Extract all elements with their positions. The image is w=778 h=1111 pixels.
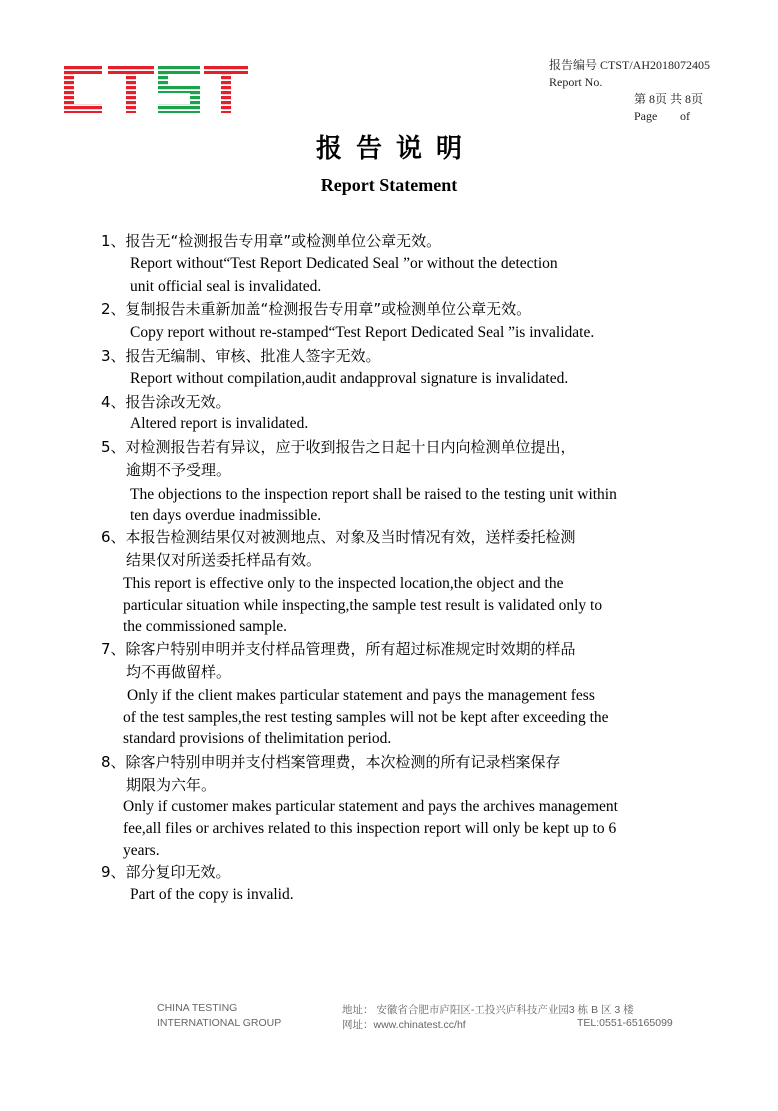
statement-4-en-line-1: Altered report is invalidated. bbox=[130, 415, 309, 432]
footer-org-line-2: INTERNATIONAL GROUP bbox=[157, 1017, 282, 1029]
page-word: Page bbox=[634, 109, 658, 123]
statement-4-zh: 4、报告涂改无效。 bbox=[101, 393, 231, 411]
report-number-label-en: Report No. bbox=[549, 75, 603, 89]
statement-5-en-line-2: ten days overdue inadmissible. bbox=[130, 507, 322, 524]
statement-1-zh: 1、报告无“检测报告专用章”或检测单位公章无效。 bbox=[101, 232, 442, 250]
statement-8-zh-line-1: 8、除客户特别申明并支付档案管理费，本次检测的所有记录档案保存 bbox=[101, 753, 561, 771]
statement-7-en-line-3: standard provisions of thelimitation period. bbox=[123, 730, 392, 747]
statement-6-en-line-3: the commissioned sample. bbox=[123, 618, 288, 635]
statement-5-zh-line-2: 逾期不予受理。 bbox=[126, 461, 232, 479]
statement-8-en-line-2: fee,all files or archives related to this inspection report will only be kept up to 6 bbox=[123, 820, 617, 837]
statement-5-zh-line-1: 5、对检测报告若有异议，应于收到报告之日起十日内向检测单位提出， bbox=[101, 438, 576, 456]
page-title-zh: 报告说明 bbox=[315, 134, 476, 164]
statement-3-zh: 3、报告无编制、审核、批准人签字无效。 bbox=[101, 347, 381, 365]
page-indicator-en bbox=[634, 108, 690, 124]
report-number: 报告编号 CTST/AH2018072405 bbox=[549, 58, 711, 72]
statement-7-en-line-1: Only if the client makes particular statement and pays the management fess bbox=[127, 687, 595, 704]
statement-6-zh-line-2: 结果仅对所送委托样品有效。 bbox=[126, 551, 322, 569]
statement-3-en-line-1: Report without compilation,audit andapproval signature is invalidated. bbox=[130, 370, 569, 387]
of-word: of bbox=[680, 109, 690, 123]
statement-8-zh-line-2: 期限为六年。 bbox=[126, 776, 217, 794]
page-title-en: Report Statement bbox=[320, 175, 458, 195]
footer-org-line-1: CHINA TESTING bbox=[157, 1002, 238, 1014]
statement-7-zh-line-1: 7、除客户特别申明并支付样品管理费，所有超过标准规定时效期的样品 bbox=[101, 640, 576, 658]
statement-5-en-line-1: The objections to the inspection report shall be raised to the testing unit within bbox=[130, 486, 617, 503]
statement-7-zh-line-2: 均不再做留样。 bbox=[126, 663, 232, 681]
statement-1-en-line-2: unit official seal is invalidated. bbox=[130, 278, 322, 295]
statement-6-zh-line-1: 6、本报告检测结果仅对被测地点、对象及当时情况有效，送样委托检测 bbox=[101, 528, 576, 546]
footer-address: 地址： 安徽省合肥市庐阳区-工投兴庐科技产业园3 栋 B 区 3 楼 bbox=[342, 1004, 634, 1016]
statement-9-zh: 9、部分复印无效。 bbox=[101, 863, 231, 881]
footer-tel: TEL:0551-65165099 bbox=[577, 1017, 673, 1029]
statement-9-en-line-1: Part of the copy is invalid. bbox=[130, 886, 294, 903]
statement-8-en-line-1: Only if customer makes particular statement and pays the archives management bbox=[123, 798, 618, 815]
statement-7-en-line-2: of the test samples,the rest testing samples will not be kept after exceeding the bbox=[123, 709, 609, 726]
ctst-logo bbox=[58, 61, 250, 117]
statement-6-en-line-1: This report is effective only to the inspected location,the object and the bbox=[123, 575, 564, 592]
statement-6-en-line-2: particular situation while inspecting,the sample test result is validated only to bbox=[123, 597, 603, 614]
statement-1-en-line-1: Report without“Test Report Dedicated Seal ”or without the detection bbox=[130, 255, 558, 272]
footer-website: 网址：www.chinatest.cc/hf bbox=[342, 1019, 466, 1031]
page-indicator: 第 8页 共 8页 bbox=[634, 92, 704, 106]
statement-2-zh: 2、复制报告未重新加盖“检测报告专用章”或检测单位公章无效。 bbox=[101, 300, 532, 318]
statement-8-en-line-3: years. bbox=[123, 842, 160, 859]
statement-2-en-line-1: Copy report without re-stamped“Test Report Dedicated Seal ”is invalidate. bbox=[130, 324, 595, 341]
